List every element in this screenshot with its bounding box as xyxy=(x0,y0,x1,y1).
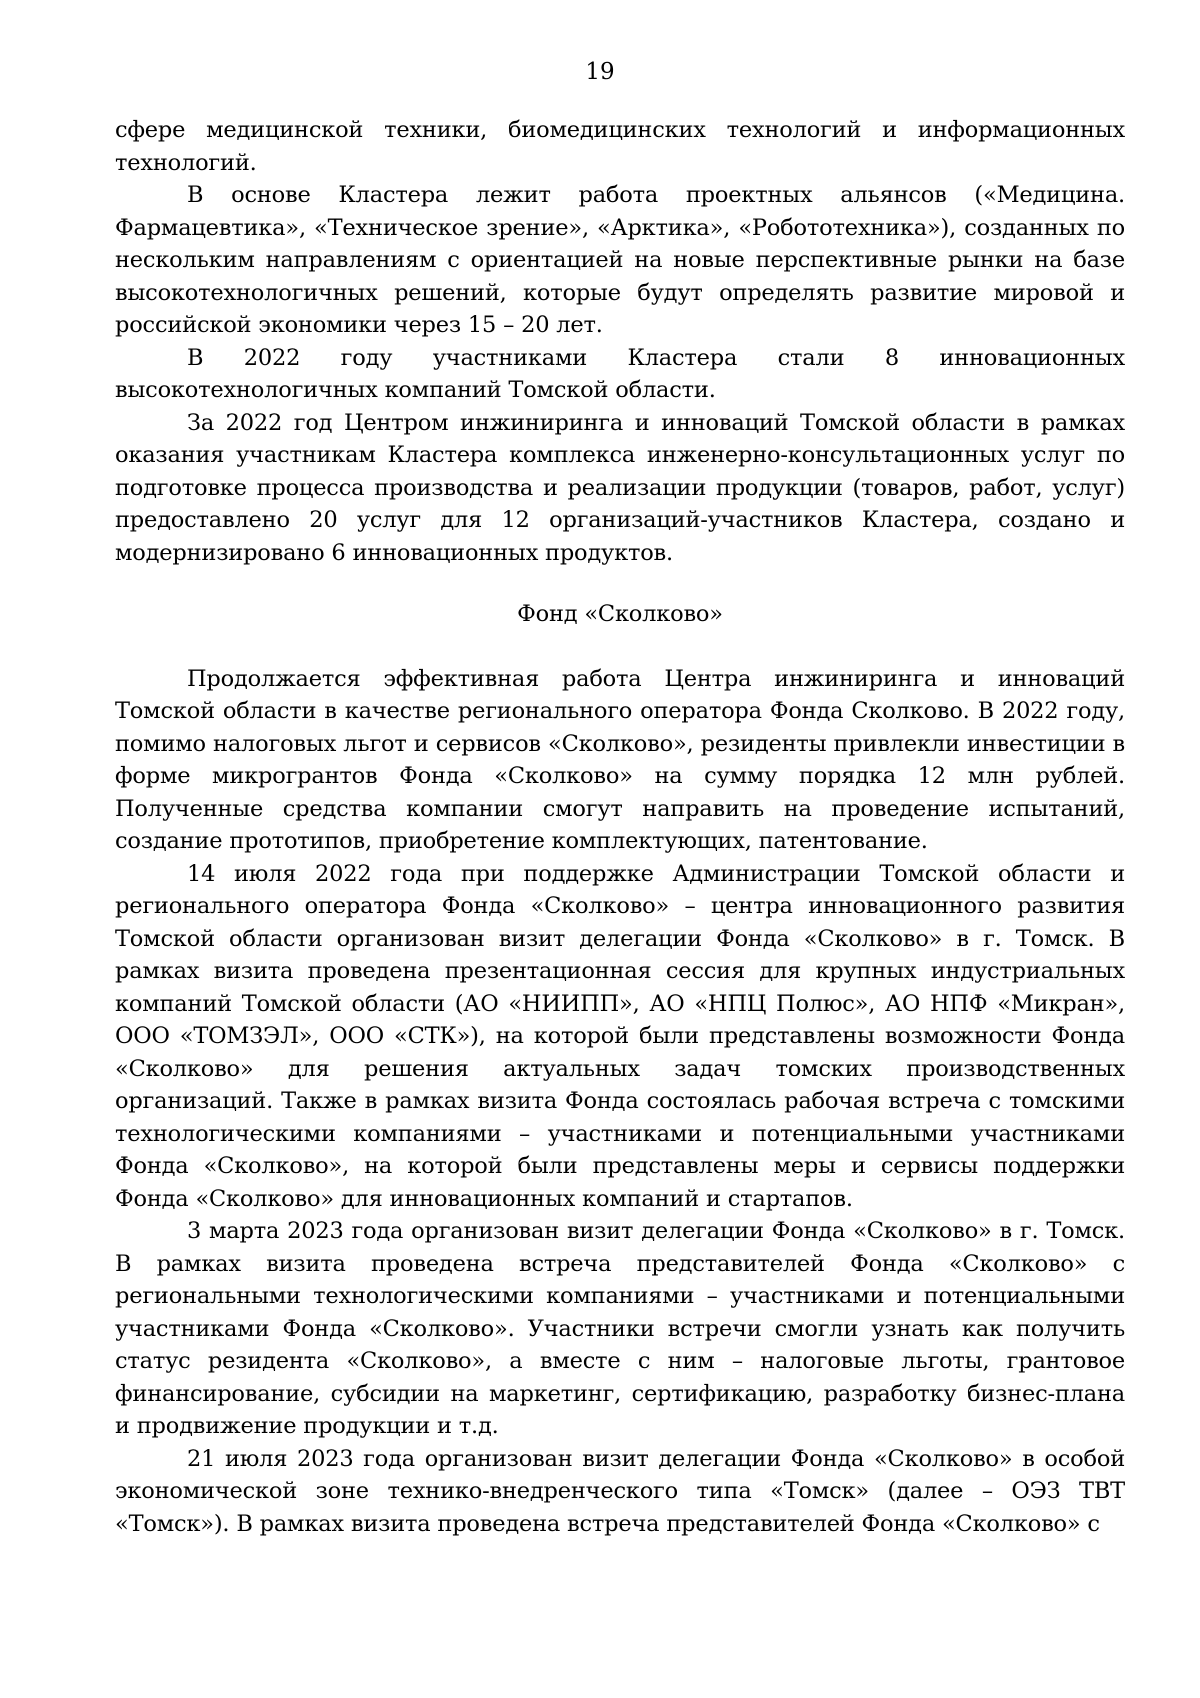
paragraph: За 2022 год Центром инжиниринга и инноваций Томской области в рамках оказания участникам Кластера комплекса инженерно-консультационных услуг по подготовке процесса производства и реализации продукции (товаров, работ, услуг) предоставлено 20 услуг для 12 организаций-участников Кластера, создано и модернизировано 6 инновационных продуктов. xyxy=(115,409,1125,566)
paragraph: Продолжается эффективная работа Центра инжиниринга и инноваций Томской области в качестве регионального оператора Фонда Сколково. В 2022 году, помимо налоговых льгот и сервисов «Сколково», резиденты привлекли инвестиции в форме микрогрантов Фонда «Сколково» на сумму порядка 12 млн рублей. Полученные средства компании смогут направить на проведение испытаний, создание прототипов, приобретение комплектующих, патентование. xyxy=(115,665,1125,854)
paragraph: 21 июля 2023 года организован визит делегации Фонда «Сколково» в особой экономической зоне технико-внедренческого типа «Томск» (далее – ОЭЗ ТВТ «Томск»). В рамках визита проведена встреча представителей Фонда «Сколково» с xyxy=(115,1445,1125,1537)
section-heading: Фонд «Сколково» xyxy=(517,601,723,627)
page-number: 19 xyxy=(585,59,615,85)
document-body xyxy=(115,114,1125,1540)
paragraph: В основе Кластера лежит работа проектных альянсов («Медицина. Фармацевтика», «Техническое зрение», «Арктика», «Робототехника»), созданных по нескольким направлениям с ориентацией на новые перспективные рынки на базе высокотехнологичных решений, которые будут определять развитие мировой и российской экономики через 15 – 20 лет. xyxy=(115,182,1125,338)
paragraph: В 2022 году участниками Кластера стали 8 инновационных высокотехнологичных компаний Томской области. xyxy=(115,344,1125,403)
paragraph: сфере медицинской техники, биомедицинских технологий и информационных технологий. xyxy=(115,117,1125,176)
paragraph: 14 июля 2022 года при поддержке Администрации Томской области и регионального оператора Фонда «Сколково» – центра инновационного развития Томской области организован визит делегации Фонда «Сколково» в г. Томск. В рамках визита проведена презентационная сессия для крупных индустриальных компаний Томской области (АО «НИИПП», АО «НПЦ Полюс», АО НПФ «Микран», ООО «ТОМЗЭЛ», ООО «СТК»), на которой были представлены возможности Фонда «Сколково» для решения актуальных задач томских производственных организаций. Также в рамках визита Фонда состоялась рабочая встреча с томскими технологическими компаниями – участниками и потенциальными участниками Фонда «Сколково», на которой были представлены меры и сервисы поддержки Фонда «Сколково» для инновационных компаний и стартапов. xyxy=(115,860,1125,1212)
paragraph: 3 марта 2023 года организован визит делегации Фонда «Сколково» в г. Томск. В рамках визита проведена встреча представителей Фонда «Сколково» с региональными технологическими компаниями – участниками и потенциальными участниками Фонда «Сколково». Участники встречи смогли узнать как получить статус резидента «Сколково», а вместе с ним – налоговые льготы, грантовое финансирование, субсидии на маркетинг, сертификацию, разработку бизнес-плана и продвижение продукции и т.д. xyxy=(115,1218,1125,1439)
